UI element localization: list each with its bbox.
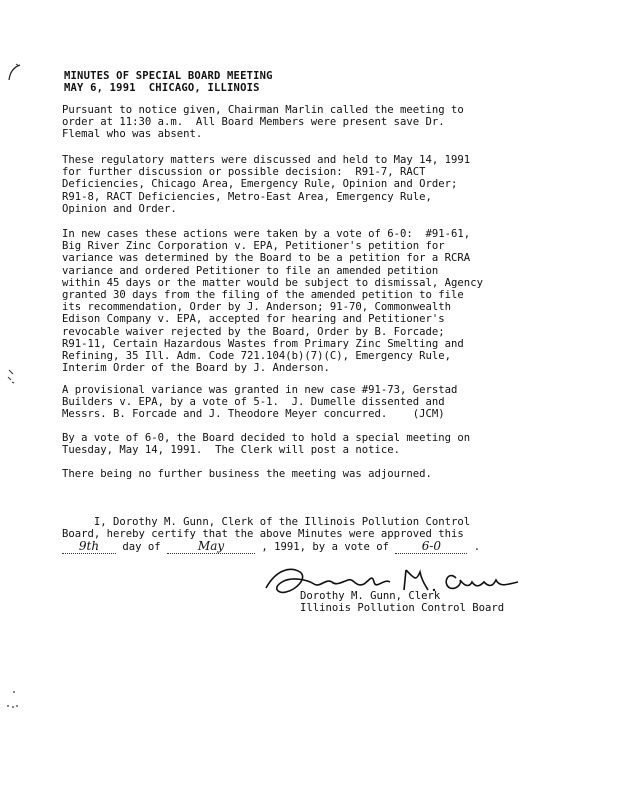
paragraph-provisional-variance <box>62 384 542 421</box>
meeting-dateline: MAY 6, 1991 CHICAGO, ILLINOIS <box>64 82 260 94</box>
signature-title-line: Illinois Pollution Control Board <box>300 602 505 614</box>
paragraph-line: There being no further business the meeting was adjourned. <box>62 468 432 480</box>
paragraph-line: order at 11:30 a.m. All Board Members were present save Dr. <box>62 116 445 129</box>
paragraph-line: its recommendation, Order by J. Anderson; 91-70, Commonwealth <box>62 301 452 314</box>
certification-line: I, Dorothy M. Gunn, Clerk of the Illinois Pollution Control <box>62 516 471 528</box>
approval-day-value: 9th <box>62 540 116 553</box>
paragraph-special-meeting <box>62 432 542 456</box>
paragraph-line: Flemal who was absent. <box>62 128 203 141</box>
certification-text: day of <box>116 541 168 554</box>
paragraph-line: Opinion and Order. <box>62 202 177 215</box>
paragraph-line: Deficiencies, Chicago Area, Emergency Rule, Opinion and Order; <box>62 178 458 191</box>
paragraph-line: In new cases these actions were taken by a vote of 6-0: #91-61, <box>62 228 471 240</box>
certification-text: , 1991, by a vote of <box>255 541 396 554</box>
paragraph-call-to-order <box>62 104 542 141</box>
certification-fill-line <box>62 540 542 553</box>
scan-mark-bottom-left <box>4 688 32 712</box>
paragraph-line: revocable waiver rejected by the Board, Order by B. Forcade; <box>62 325 445 338</box>
certification-text: . <box>467 541 481 554</box>
paragraph-line: R91-11, Certain Hazardous Wastes from Primary Zinc Smelting and <box>62 337 464 350</box>
approval-month-value: May <box>167 540 255 553</box>
paragraph-line: Edison Company v. EPA, accepted for hearing and Petitioner's <box>62 313 445 326</box>
paragraph-line: Pursuant to notice given, Chairman Marlin called the meeting to <box>62 104 464 116</box>
paragraph-line: Big River Zinc Corporation v. EPA, Petitioner's petition for <box>62 240 445 253</box>
paragraph-line: Messrs. B. Forcade and J. Theodore Meyer concurred. (JCM) <box>62 408 445 421</box>
paragraph-line: These regulatory matters were discussed and held to May 14, 1991 <box>62 154 471 166</box>
approval-vote-value: 6-0 <box>395 540 467 553</box>
paragraph-line: By a vote of 6-0, the Board decided to hold a special meeting on <box>62 432 471 444</box>
paragraph-line: Builders v. EPA, by a vote of 5-1. J. Dumelle dissented and <box>62 396 445 409</box>
scan-mark-mid-left <box>4 368 20 386</box>
paragraph-line: for further discussion or possible decision: R91-7, RACT <box>62 166 426 179</box>
signature-name-line: Dorothy M. Gunn, Clerk <box>300 590 441 602</box>
paragraph-line: variance and ordered Petitioner to file an amended petition <box>62 264 439 277</box>
paragraph-regulatory-matters <box>62 154 542 215</box>
paragraph-line: variance was determined by the Board to be a petition for a RCRA <box>62 252 471 265</box>
paragraph-line: Interim Order of the Board by J. Anderson. <box>62 362 330 375</box>
clerk-certification <box>62 516 542 554</box>
scan-mark-top-left <box>6 62 24 84</box>
paragraph-line: Refining, 35 Ill. Adm. Code 721.104(b)(7)(C), Emergency Rule, <box>62 350 452 363</box>
minutes-title: MINUTES OF SPECIAL BOARD MEETING <box>64 70 273 82</box>
paragraph-line: Tuesday, May 14, 1991. The Clerk will post a notice. <box>62 444 401 457</box>
paragraph-adjournment <box>62 468 542 480</box>
paragraph-line: within 45 days or the matter would be subject to dismissal, Agency <box>62 276 483 289</box>
certification-line: Board, hereby certify that the above Minutes were approved this <box>62 528 464 541</box>
paragraph-line: R91-8, RACT Deficiencies, Metro-East Area, Emergency Rule, <box>62 190 432 203</box>
paragraph-new-cases <box>62 228 542 374</box>
paragraph-line: A provisional variance was granted in new case #91-73, Gerstad <box>62 384 458 396</box>
paragraph-line: granted 30 days from the filing of the amended petition to file <box>62 289 464 302</box>
